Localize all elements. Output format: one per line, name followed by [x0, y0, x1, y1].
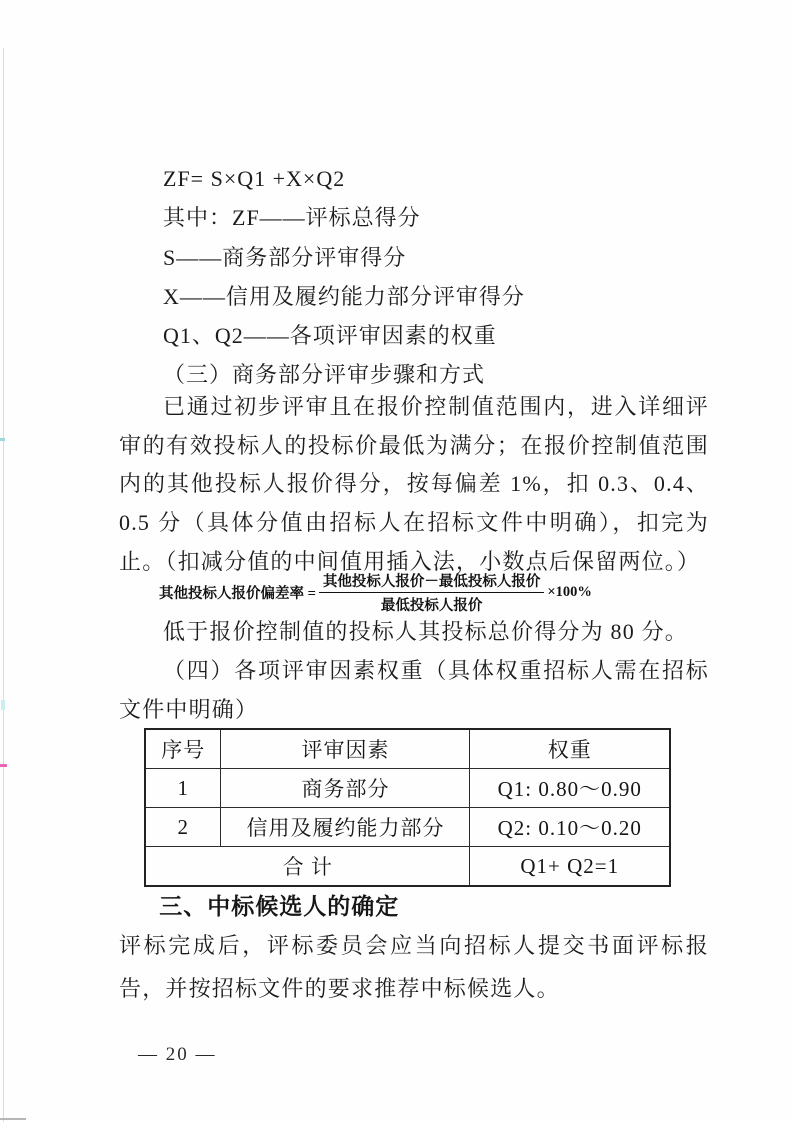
- paragraph-below-control-value: 低于报价控制值的投标人其投标总价得分为 80 分。: [163, 619, 689, 644]
- section4-heading: （四）各项评审因素权重（具体权重招标人需在招标文件中明确）: [119, 658, 709, 722]
- scan-artifact-gray: [0, 1118, 26, 1120]
- deviation-rate-formula: [159, 570, 719, 615]
- section5-heading: 三、中标候选人的确定: [159, 893, 400, 919]
- header-cell-weight: 权重: [470, 729, 670, 769]
- formula-line-q: Q1、Q2——各项评审因素的权重: [163, 323, 497, 349]
- cell-no: 1: [145, 769, 221, 808]
- formula-lhs: 其他投标人报价偏差率 =: [159, 586, 316, 602]
- formula-numerator: 其他投标人报价－最低投标人报价: [319, 570, 545, 593]
- cell-no: 2: [145, 808, 221, 847]
- header-cell-no: 序号: [145, 729, 221, 769]
- table-row: [145, 769, 670, 808]
- formula-fraction: [319, 570, 545, 615]
- scan-artifact-cyan: [1, 700, 5, 710]
- scan-artifact-cyan: [0, 438, 5, 441]
- footer-cell-total-label: 合 计: [145, 847, 470, 887]
- section3-heading: （三）商务部分评审步骤和方式: [163, 362, 486, 388]
- table-footer-row: [145, 847, 670, 887]
- weights-table: [144, 728, 671, 887]
- cell-factor: 商务部分: [221, 769, 470, 808]
- scan-edge-line: [3, 48, 4, 1122]
- cell-weight: Q1: 0.80～0.90: [470, 769, 670, 808]
- formula-denominator: 最低投标人报价: [380, 598, 483, 614]
- cell-weight: Q2: 0.10～0.20: [470, 808, 670, 847]
- header-cell-factor: 评审因素: [221, 729, 470, 769]
- formula-definition-block: [119, 159, 709, 395]
- table-row: [145, 808, 670, 847]
- formula-line-where: 其中：ZF——评标总得分: [163, 205, 421, 231]
- cell-factor: 信用及履约能力部分: [221, 808, 470, 847]
- formula-line-x: X——信用及履约能力部分评审得分: [163, 283, 525, 309]
- footer-cell-total-value: Q1+ Q2=1: [470, 847, 670, 887]
- paragraph-detailed-review: 已通过初步评审且在报价控制值范围内，进入详细评审的有效投标人的投标价最低为满分；在报价控制值范围内的其他投标人报价得分，按每偏差 1%，扣 0.3、0.4、0.5 分（具体分值由招标人在招标文件中明确），扣完为止。（扣减分值的中间值用插入法，小数点后保留两位。）: [119, 394, 709, 574]
- page-number: — 20 —: [138, 1044, 217, 1065]
- table-header-row: [145, 729, 670, 769]
- formula-line-zf: ZF= S×Q1 +X×Q2: [163, 166, 346, 191]
- scan-artifact-magenta: [0, 764, 7, 767]
- formula-line-s: S——商务部分评审得分: [163, 244, 407, 270]
- formula-suffix: ×100%: [547, 584, 592, 600]
- paragraph-final: 评标完成后，评标委员会应当向招标人提交书面评标报告，并按招标文件的要求推荐中标候选人。: [119, 933, 709, 1001]
